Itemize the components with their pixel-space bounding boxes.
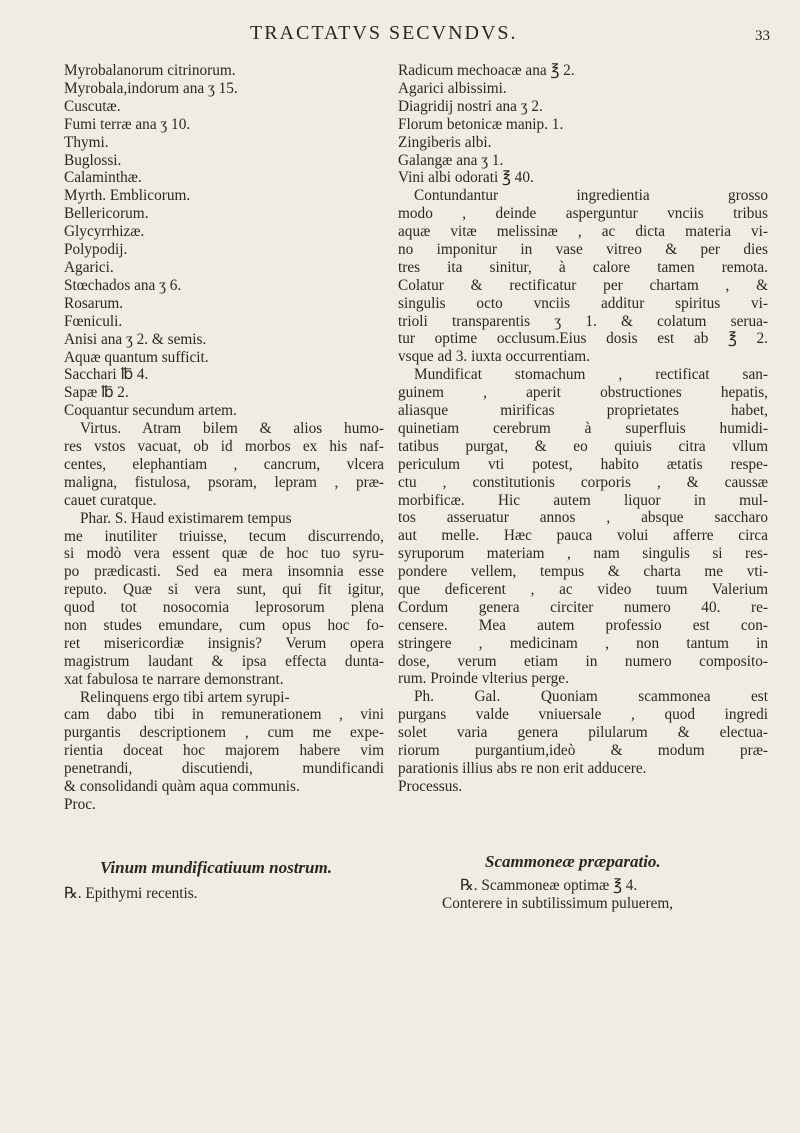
text-line: quod tot nosocomia leprosorum plena — [64, 599, 384, 617]
text-line: que deficerent , ac video tuum Valerium — [398, 580, 768, 598]
text-line: trioli transparentis ʒ 1. & colatum serua- — [398, 312, 768, 330]
right-column — [398, 62, 768, 796]
text-line: Calaminthæ. — [64, 169, 142, 187]
text-line: aquæ vitæ melissinæ , ac dicta materia vi- — [398, 223, 768, 241]
text-line: Relinquens ergo tibi artem syrupi- — [80, 688, 290, 706]
text-line: Buglossi. — [64, 151, 122, 169]
text-line: purgantis descriptionem , cum me expe- — [64, 724, 384, 742]
text-line: Thymi. — [64, 133, 109, 151]
text-line: me inutiliter triuisse, tecum discurrendo, — [64, 527, 384, 545]
text-line: quinetiam cerebrum à superfluis humidi- — [398, 419, 768, 437]
text-line: centes, elephantiam , cancrum, vlcera — [64, 455, 384, 473]
text-line: Myrobala,indorum ana ʒ 15. — [64, 79, 238, 97]
right-section-line: Conterere in subtilissimum puluerem, — [442, 895, 674, 912]
text-line: po prædicasti. Sed ea mera insomnia esse — [64, 563, 384, 581]
text-line: Fumi terræ ana ʒ 10. — [64, 115, 191, 133]
text-line: Diagridij nostri ana ʒ 2. — [398, 97, 543, 115]
text-line: Coquantur secundum artem. — [64, 402, 237, 420]
text-line: Contundantur ingredientia grosso — [414, 187, 768, 205]
text-line: modo , deinde asperguntur vnciis tribus — [398, 205, 768, 223]
text-line: ret misericordiæ insignis? Verum opera — [64, 634, 384, 652]
running-head-title: TRACTATVS SECVNDVS. — [250, 22, 518, 44]
text-line: parationis illius abs re non erit adducere. — [398, 759, 647, 777]
text-line: Virtus. Atram bilem & alios humo- — [80, 420, 384, 438]
left-section-first-line: ℞. Epithymi recentis. — [64, 885, 198, 902]
text-line: Myrobalanorum citrinorum. — [64, 62, 236, 79]
text-line: morbificæ. Hic autem liquor in mul- — [398, 491, 768, 509]
text-line: Rosarum. — [64, 294, 124, 312]
text-line: aut melle. Hæc pauca volui afferre circa — [398, 527, 768, 545]
text-line: vsque ad 3. iuxta occurrentiam. — [398, 348, 590, 366]
text-line: Ph. Gal. Quoniam scammonea est — [414, 688, 768, 706]
text-line: stringere , medicinam , non tantum in — [398, 634, 768, 652]
page-number: 33 — [755, 28, 770, 44]
text-line: Cordum genera circiter numero 40. re- — [398, 598, 768, 616]
text-line: Mundificat stomachum , rectificat san- — [414, 366, 768, 384]
text-line: Zingiberis albi. — [398, 133, 492, 151]
text-line: Colatur & rectificatur per chartam , & — [398, 276, 768, 294]
text-line: censere. Mea autem professio est con- — [398, 616, 768, 634]
text-line: Anisi ana ʒ 2. & semis. — [64, 330, 207, 348]
left-column — [64, 62, 384, 814]
text-line: Vini albi odorati ℥ 40. — [398, 169, 534, 187]
text-line: ctu , constitutionis corporis , & caussæ — [398, 473, 768, 491]
text-line: cauet curatque. — [64, 491, 157, 509]
text-line: res vstos vacuat, ob id morbos ex his naf- — [64, 438, 384, 456]
text-line: dose, verum etiam in numero composito- — [398, 652, 768, 670]
text-line: Fœniculi. — [64, 312, 123, 330]
text-line: cam dabo tibi in remunerationem , vini — [64, 706, 384, 724]
text-line: pondere vellem, tempus & charta me vti- — [398, 563, 768, 581]
text-line: Agarici. — [64, 258, 114, 276]
text-line: purgans valde vniuersale , quod ingredi — [398, 706, 768, 724]
text-line: Galangæ ana ʒ 1. — [398, 151, 504, 169]
text-line: penetrandi, discutiendi, mundificandi — [64, 760, 384, 778]
text-line: guinem , aperit obstructiones hepatis, — [398, 384, 768, 402]
left-section-title: Vinum mundificatiuum nostrum. — [100, 858, 332, 877]
text-line: Glycyrrhizæ. — [64, 223, 145, 241]
text-line: aliasque mirificas proprietates habet, — [398, 402, 768, 420]
text-line: Proc. — [64, 795, 96, 813]
text-line: magistrum laudant & ipsa effecta dunta- — [64, 652, 384, 670]
text-line: & consolidandi quàm aqua communis. — [64, 778, 300, 795]
right-section-line: ℞. Scammoneæ optimæ ℥ 4. — [460, 877, 638, 894]
text-line: Stœchados ana ʒ 6. — [64, 276, 182, 294]
text-line: Sapæ ℔ 2. — [64, 384, 129, 402]
text-line: periculum vti potest, habito ætatis respe- — [398, 455, 768, 473]
text-line: Aquæ quantum sufficit. — [64, 348, 209, 366]
text-line: non studes emundare, cum opus hoc fo- — [64, 616, 384, 634]
text-line: tur optime occlusum.Eius dosis est ab ℥ 2. — [398, 330, 768, 348]
text-line: Sacchari ℔ 4. — [64, 366, 149, 384]
text-line: Phar. S. Haud existimarem tempus — [80, 509, 292, 527]
text-line: Cuscutæ. — [64, 97, 121, 115]
text-line: tatibus purgat, & eo quiuis citra vllum — [398, 437, 768, 455]
text-line: maligna, fistulosa, psoram, lepram , præ- — [64, 473, 384, 491]
text-line: Florum betonicæ manip. 1. — [398, 115, 564, 133]
text-line: solet varia genera pilularum & electua- — [398, 724, 768, 742]
text-line: riorum purgantium,ideò & modum præ- — [398, 741, 768, 759]
text-line: no imponitur in vase vitreo & per dies — [398, 241, 768, 259]
text-line: rum. Proinde vlterius perge. — [398, 670, 569, 688]
text-line: Radicum mechoacæ ana ℥ 2. — [398, 62, 575, 79]
text-line: Polypodij. — [64, 241, 128, 259]
text-line: Agarici albissimi. — [398, 79, 507, 97]
text-line: tres ita sinitur, à calore tamen remota. — [398, 258, 768, 276]
text-line: si modò vera essent quæ de hoc tuo syru- — [64, 545, 384, 563]
text-line: reputo. Quæ si vera sunt, qui fit igitur, — [64, 581, 384, 599]
text-line: Processus. — [398, 777, 463, 795]
text-line: syruporum materiam , nam singulis si res- — [398, 545, 768, 563]
text-line: rientia doceat hoc majorem habere vim — [64, 742, 384, 760]
text-line: Bellericorum. — [64, 205, 149, 223]
text-line: xat fabulosa te narrare demonstrant. — [64, 670, 284, 688]
right-section-title: Scammoneæ præparatio. — [485, 852, 661, 871]
text-line: Myrth. Emblicorum. — [64, 187, 191, 205]
text-line: tos asseruatur annos , absque saccharo — [398, 509, 768, 527]
text-line: singulis octo vnciis additur spiritus vi- — [398, 294, 768, 312]
